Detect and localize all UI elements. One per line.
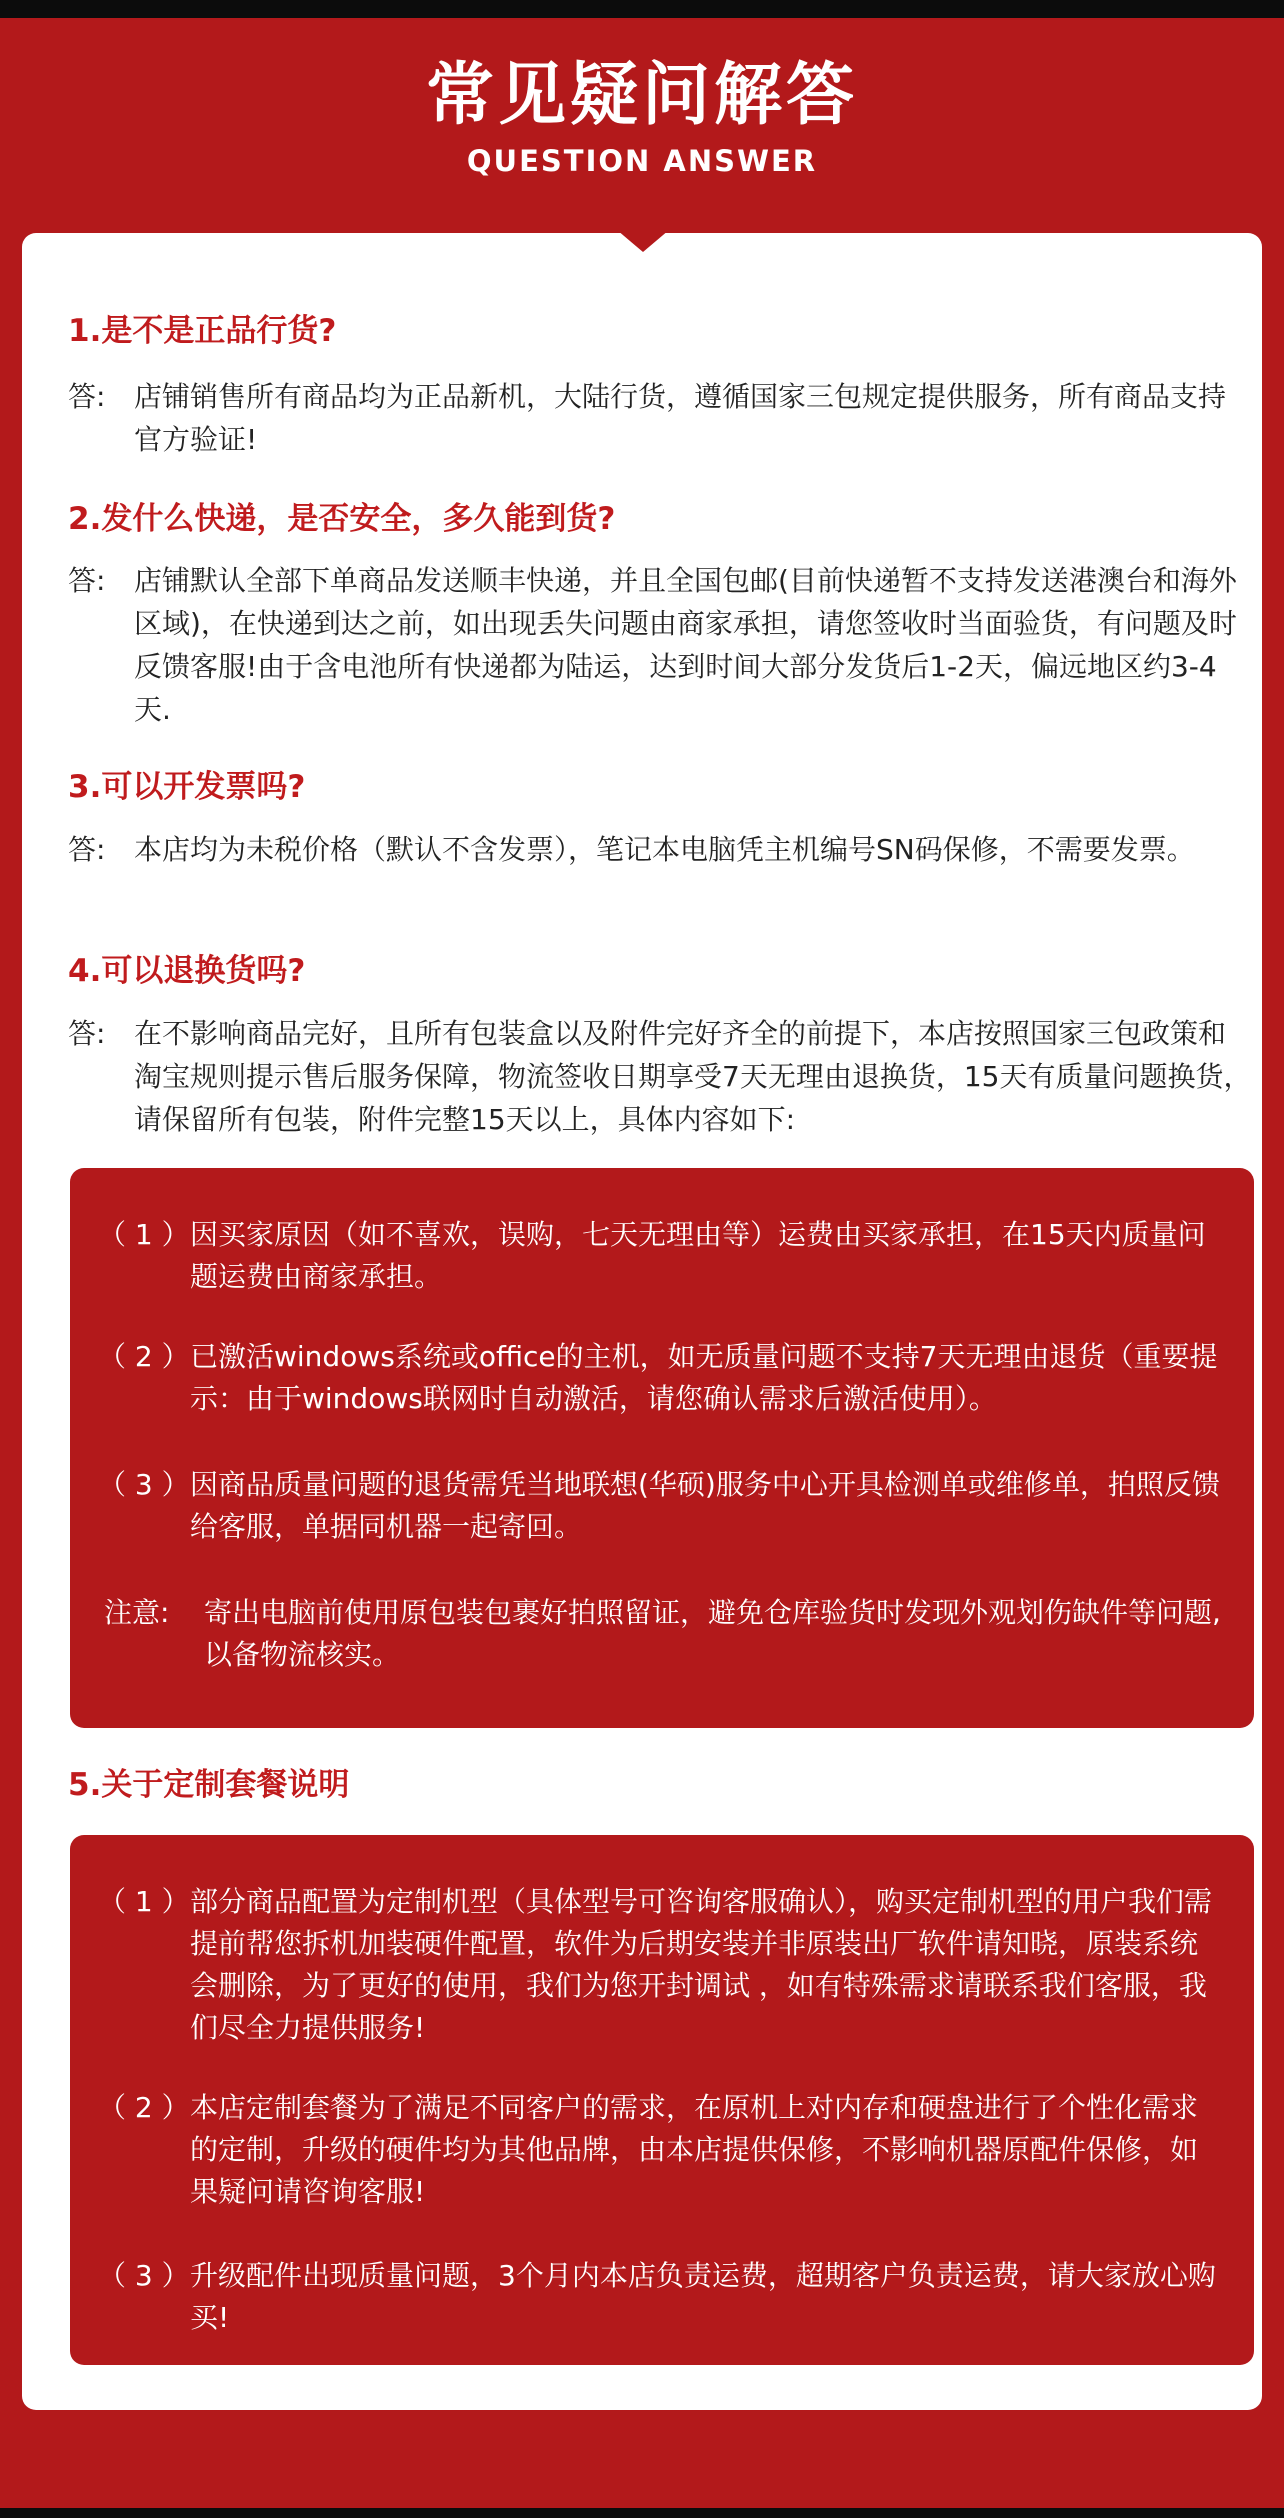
faq-answer-1 <box>68 375 1253 461</box>
answer-prefix: 答: <box>68 380 106 413</box>
item-text: 已激活windows系统或office的主机，如无质量问题不支持7天无理由退货（重要提示：由于windows联网时自动激活，请您确认需求后激活使用）。 <box>190 1340 1218 1415</box>
faq-answer-2 <box>68 559 1253 731</box>
item-number: （ 1 ） <box>98 1218 190 1251</box>
item-text: 因商品质量问题的退货需凭当地联想(华硕)服务中心开具检测单或维修单，拍照反馈给客服，单据同机器一起寄回。 <box>190 1468 1220 1543</box>
faq-answer-4 <box>68 1012 1253 1141</box>
faq-question-1: 1.是不是正品行货? <box>68 313 337 349</box>
answer-text: 店铺销售所有商品均为正品新机，大陆行货，遵循国家三包规定提供服务，所有商品支持官方验证! <box>134 380 1227 456</box>
answer-text: 店铺默认全部下单商品发送顺丰快递，并且全国包邮(目前快递暂不支持发送港澳台和海外区域)，在快递到达之前，如出现丢失问题由商家承担，请您签收时当面验货，有问题及时反馈客服!由于含电池所有快递都为陆运，达到时间大部分发货后1-2天，偏远地区约3-4天. <box>134 564 1237 726</box>
custom-item-2 <box>70 2087 1254 2213</box>
bottom-bar <box>0 2508 1284 2518</box>
item-number: （ 1 ） <box>98 1885 190 1918</box>
faq-card <box>22 233 1262 2410</box>
faq-question-2: 2.发什么快递，是否安全，多久能到货? <box>68 501 616 537</box>
faq-question-4: 4.可以退换货吗? <box>68 953 306 989</box>
item-number: （ 2 ） <box>98 1340 190 1373</box>
header <box>0 18 1284 233</box>
note-text: 寄出电脑前使用原包装包裹好拍照留证，避免仓库验货时发现外观划伤缺件等问题,以备物流核实。 <box>204 1596 1221 1671</box>
faq-question-5: 5.关于定制套餐说明 <box>68 1767 350 1803</box>
answer-text: 本店均为未税价格（默认不含发票），笔记本电脑凭主机编号SN码保修，不需要发票。 <box>134 833 1195 866</box>
page-title: 常见疑问解答 <box>425 56 858 135</box>
answer-prefix: 答: <box>68 564 106 597</box>
answer-prefix: 答: <box>68 833 106 866</box>
item-text: 本店定制套餐为了满足不同客户的需求，在原机上对内存和硬盘进行了个性化需求的定制，升级的硬件均为其他品牌，由本店提供保修，不影响机器原配件保修，如果疑问请咨询客服! <box>190 2091 1199 2208</box>
note-prefix: 注意: <box>104 1596 170 1629</box>
item-text: 升级配件出现质量问题，3个月内本店负责运费，超期客户负责运费，请大家放心购买! <box>190 2259 1216 2334</box>
page-subtitle: QUESTION ANSWER <box>466 144 818 178</box>
item-text: 因买家原因（如不喜欢，误购，七天无理由等）运费由买家承担，在15天内质量问题运费由商家承担。 <box>190 1218 1206 1293</box>
answer-text: 在不影响商品完好，且所有包装盒以及附件完好齐全的前提下，本店按照国家三包政策和淘宝规则提示售后服务保障，物流签收日期享受7天无理由退换货，15天有质量问题换货，请保留所有包装，附件完整15天以上，具体内容如下: <box>134 1017 1252 1136</box>
item-number: （ 3 ） <box>98 1468 190 1501</box>
item-number: （ 3 ） <box>98 2259 190 2292</box>
answer-prefix: 答: <box>68 1017 106 1050</box>
item-number: （ 2 ） <box>98 2091 190 2124</box>
returns-policy-box <box>70 1168 1254 1728</box>
card-notch-decoration <box>617 230 669 252</box>
faq-question-3: 3.可以开发票吗? <box>68 769 306 805</box>
custom-item-3 <box>70 2255 1254 2339</box>
item-text: 部分商品配置为定制机型（具体型号可咨询客服确认），购买定制机型的用户我们需提前帮您拆机加装硬件配置，软件为后期安装并非原装出厂软件请知晓，原装系统会删除，为了更好的使用，我们为您开封调试 ，如有特殊需求请联系我们客服，我们尽全力提供服务! <box>190 1885 1213 2044</box>
returns-note <box>70 1592 1254 1676</box>
top-bar <box>0 0 1284 18</box>
custom-package-box <box>70 1835 1254 2365</box>
returns-item-2 <box>70 1336 1254 1420</box>
custom-item-1 <box>70 1881 1254 2049</box>
returns-item-3 <box>70 1464 1254 1548</box>
faq-answer-3 <box>68 828 1253 871</box>
returns-item-1 <box>70 1214 1254 1298</box>
